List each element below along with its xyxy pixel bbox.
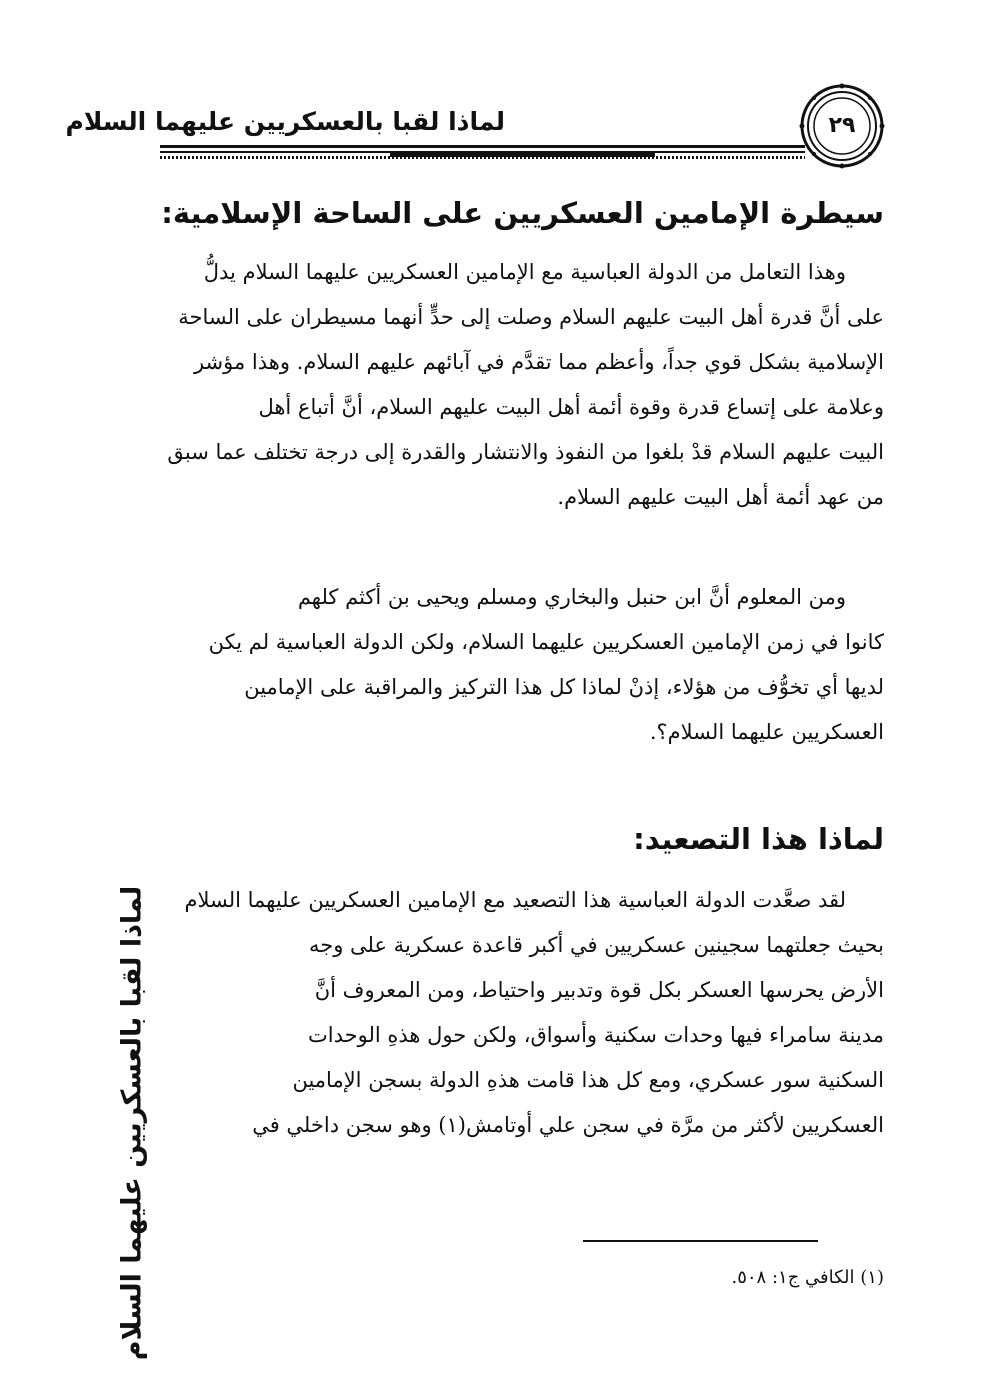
page-number: ٢٩ [828,113,856,138]
section1-paragraph-2 [154,575,884,755]
text-line: وعلامة على إتساع قدرة وقوة أئمة أهل البيت عليهم السلام، أنَّ أتباع أهل [258,395,884,419]
text-line: الأرض يحرسها العسكر بكل قوة وتدبير واحتياط، ومن المعروف أنَّ [314,978,884,1002]
text-line: البيت عليهم السلام قدْ بلغوا من النفوذ والانتشار والقدرة إلى درجة تختلف عما سبق [167,440,884,464]
footnote: (١) الكافي ج١: ٥٠٨. [731,1267,884,1288]
footnote-separator [583,1240,818,1242]
side-running-title-band [102,885,162,1361]
text-line: الإسلامية بشكل قوي جداً، وأعظم مما تقدَّم في آبائهم عليهم السلام. وهذا مؤشر [193,350,884,374]
text-line: العسكريين عليهما السلام؟. [649,720,884,744]
text-line: من عهد أئمة أهل البيت عليهم السلام. [557,485,884,509]
text-line: كانوا في زمن الإمامين العسكريين عليهما السلام، ولكن الدولة العباسية لم يكن [208,630,884,654]
section-heading-escalation: لماذا هذا التصعيد: [633,822,884,856]
text-line: على أنَّ قدرة أهل البيت عليهم السلام وصلت إلى حدٍّ أنهما مسيطران على الساحة [178,305,884,329]
section1-paragraph-1 [154,250,884,520]
text-line: بحيث جعلتهما سجينين عسكريين في أكبر قاعدة عسكرية على وجه [308,933,884,957]
text-line: وهذا التعامل من الدولة العباسية مع الإمامين العسكريين عليهما السلام يدلُّ [203,260,846,284]
text-line: لقد صعَّدت الدولة العباسية هذا التصعيد مع الإمامين العسكريين عليهما السلام [184,888,846,912]
text-line: لديها أي تخوُّف من هؤلاء، إذنْ لماذا كل هذا التركيز والمراقبة على الإمامين [244,675,884,699]
text-line: العسكريين لأكثر من مرَّة في سجن علي أوتامش(١) وهو سجن داخلي في [252,1113,884,1137]
section2-paragraph-1 [154,878,884,1148]
header-ornamental-rule [160,145,805,163]
section-heading-dominance: سيطرة الإمامين العسكريين على الساحة الإسلامية: [161,196,884,230]
text-line: مدينة سامراء فيها وحدات سكنية وأسواق، ولكن حول هذهِ الوحدات [308,1023,884,1047]
running-header-title: لماذا لقبا بالعسكريين عليهما السلام [65,107,505,136]
text-line: السكنية سور عسكري، ومع كل هذا قامت هذهِ الدولة بسجن الإمامين [292,1068,884,1092]
text-line: ومن المعلوم أنَّ ابن حنبل والبخاري ومسلم ويحيى بن أكثم كلهم [297,585,846,609]
side-running-title: لماذا لقبا بالعسكريين عليهما السلام [116,885,148,1361]
